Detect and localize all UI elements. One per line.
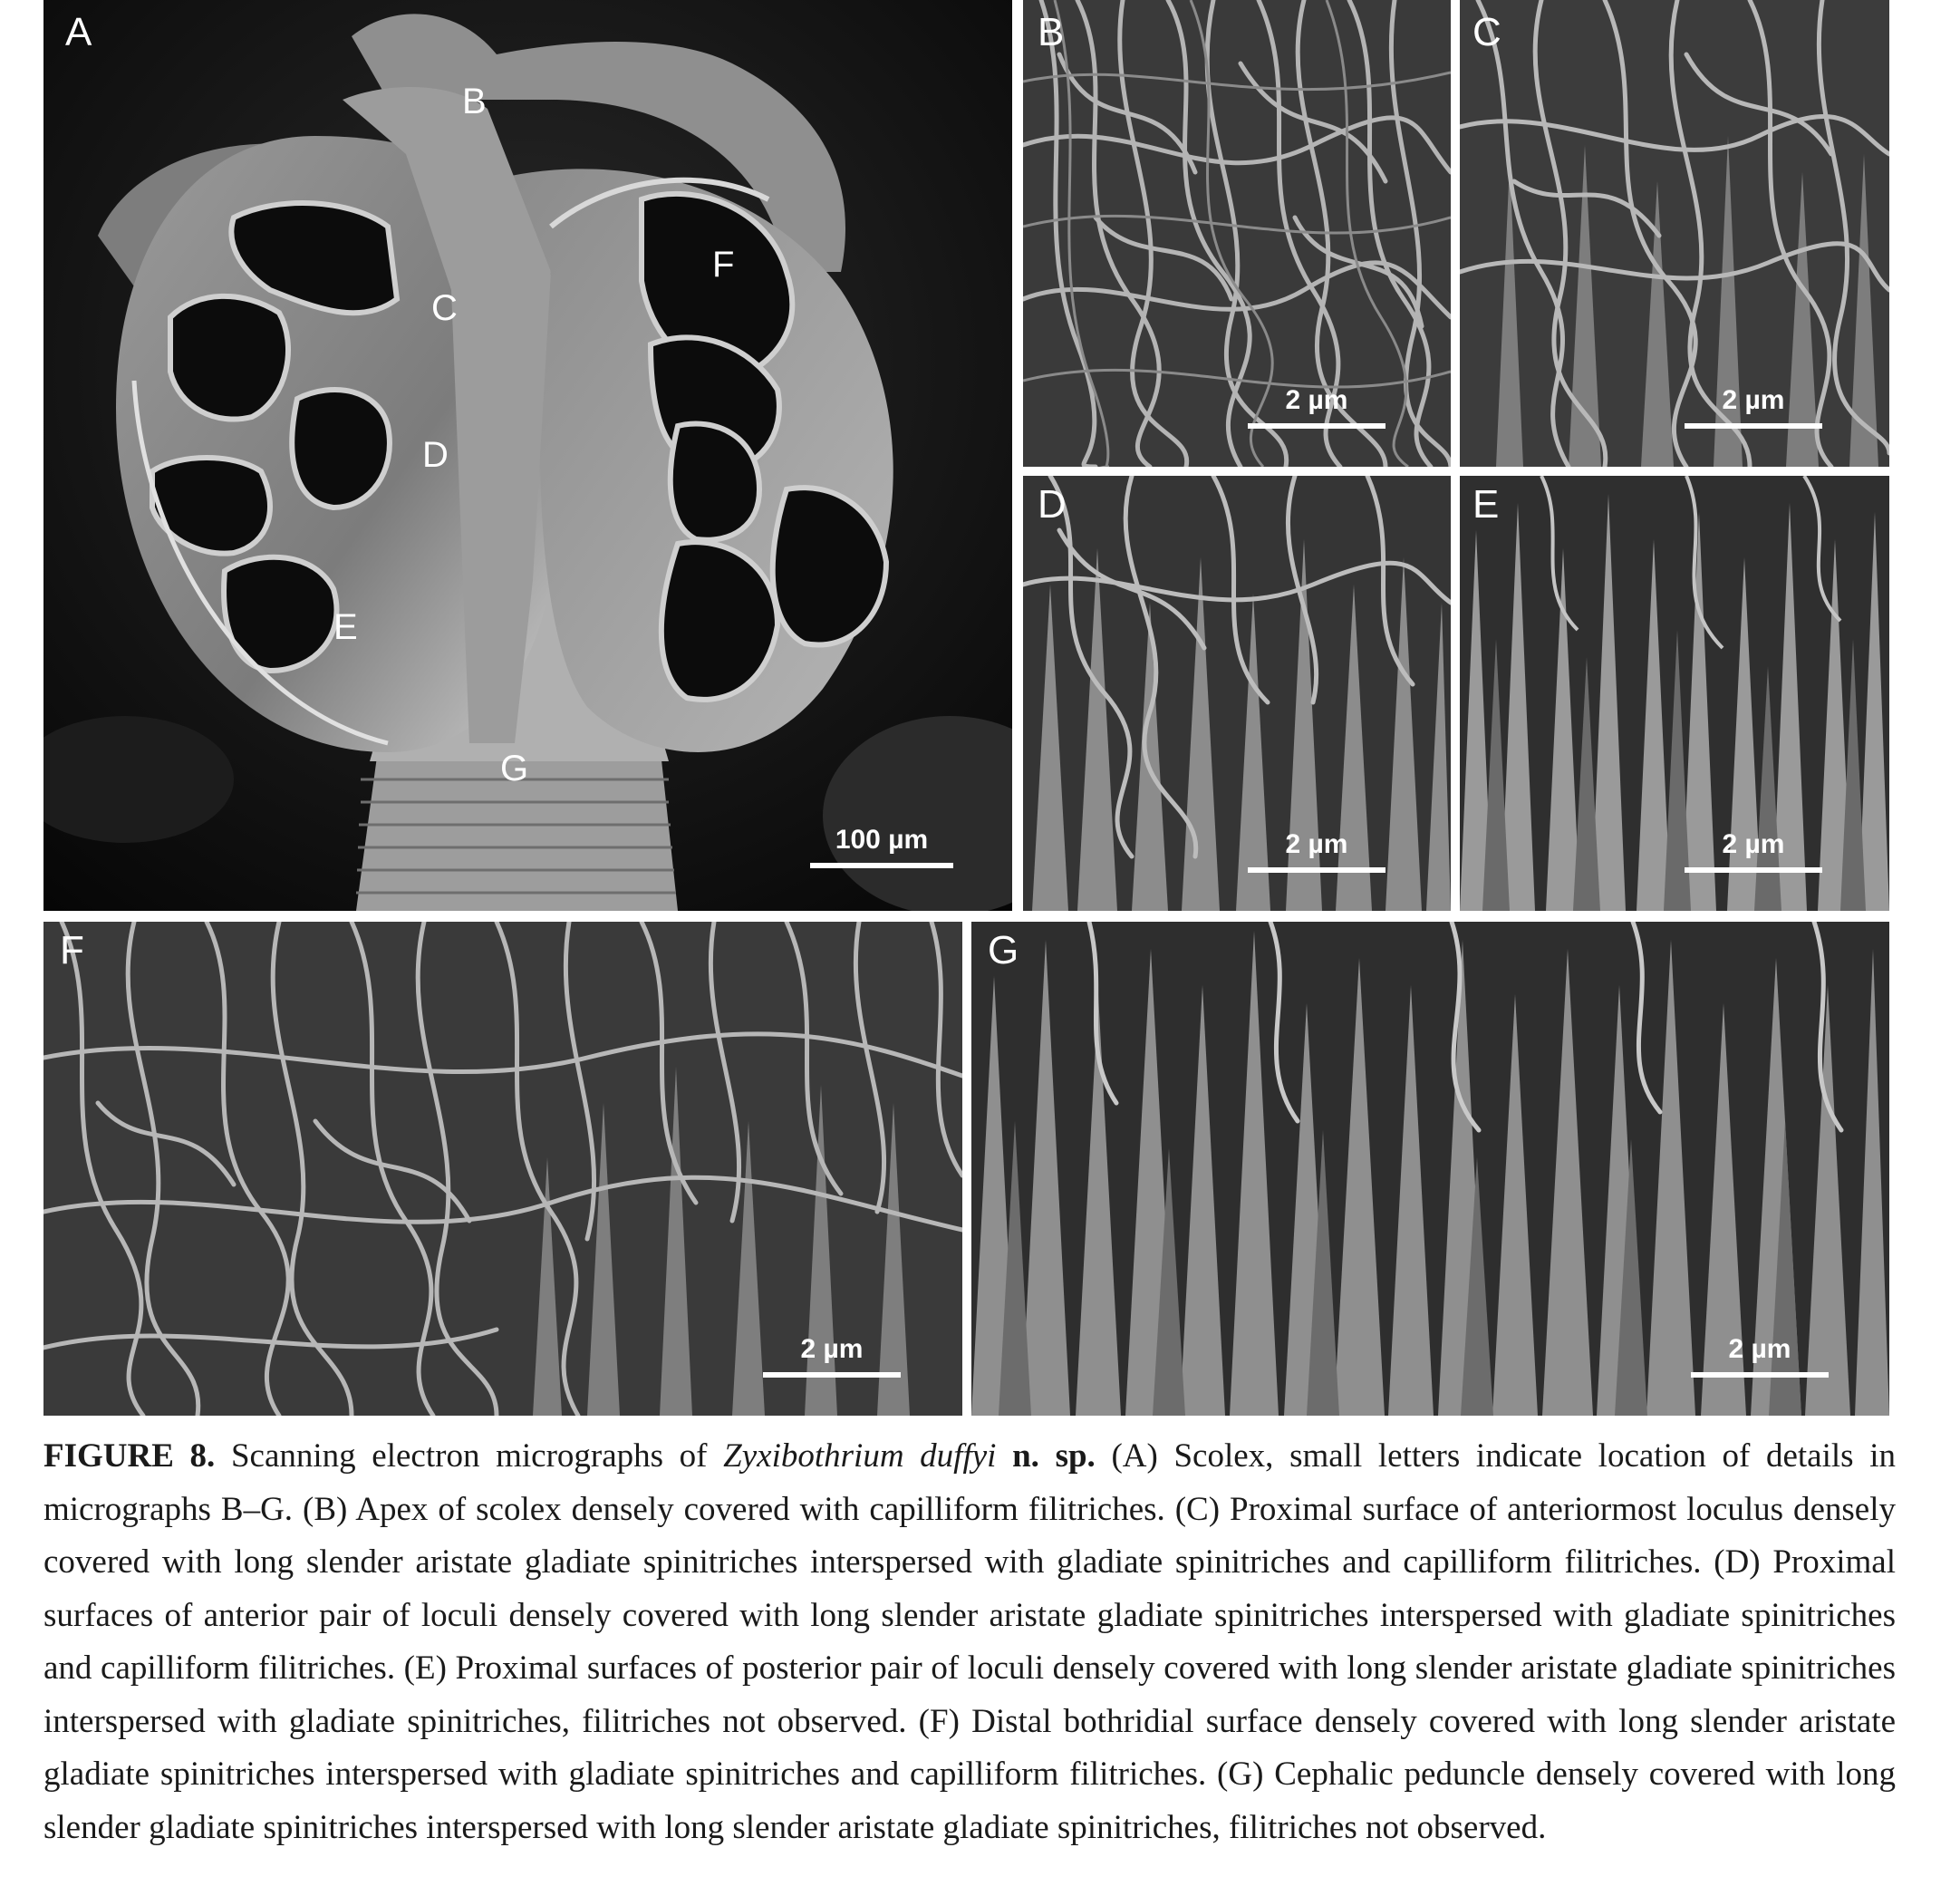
location-label-c: C [431,288,458,328]
panel-f [43,922,962,1416]
species-name: Zyxibothrium duffyi [723,1437,997,1475]
panel-letter: A [65,10,92,54]
scale-bar-line [1685,867,1822,873]
location-label-e: E [333,607,358,647]
panel-letter: F [60,928,84,972]
spinitriches-texture [1023,476,1451,911]
location-label-f: F [712,245,735,285]
spinitriches-texture [1460,476,1889,911]
panel-letter: B [1038,10,1065,54]
location-label-g: G [500,749,529,788]
scale-bar-line [1685,423,1822,429]
figure-label: FIGURE 8. [43,1437,216,1475]
scale-bar-line [810,863,953,868]
scale-bar-label: 2 µm [1728,1334,1791,1364]
scale-bar-label: 2 µm [800,1334,864,1364]
figure-caption [43,1430,1896,1854]
scale-bar-label: 100 µm [835,825,929,855]
location-label-d: D [422,435,449,475]
caption-text: (A) Scolex, small letters indicate location of details in micrographs B–G. (B) Apex of scolex densely covered with capilliform filitriches. (C) Proximal surface of anteriormost loculus densely covered with long slender aristate gladiate spinitriches interspersed with gladiate spinitriches and capilliform filitriches. (D) Proximal surfaces of anterior pair of loculi densely covered with long slender aristate gladiate spinitriches interspersed with gladiate spinitriches and capilliform filitriches. (E) Proximal surfaces of posterior pair of loculi densely covered with long slender aristate gladiate spinitriches interspersed with gladiate spinitriches, filitriches not observed. (F) Distal bothridial surface densely covered with long slender aristate gladiate spinitriches interspersed with gladiate spinitriches and capilliform filitriches. (G) Cephalic peduncle densely covered with long slender gladiate spinitriches interspersed with long slender aristate gladiate spinitriches, filitriches not observed. [43,1437,1896,1846]
panel-c [1460,0,1889,467]
new-species-label: n. sp. [1012,1437,1096,1475]
scale-bar [810,825,953,868]
scale-bar [763,1334,901,1378]
filitriches-texture [1023,0,1451,467]
panel-letter: C [1472,10,1501,54]
panel-a [43,0,1012,911]
panel-g [971,922,1889,1416]
panel-d [1023,476,1451,911]
panel-letter: G [988,928,1019,972]
panel-b [1023,0,1451,467]
scale-bar-line [1248,867,1386,873]
scale-bar [1685,829,1822,873]
panel-letter: E [1472,482,1500,527]
scale-bar-label: 2 µm [1722,829,1785,859]
scale-bar-label: 2 µm [1285,829,1348,859]
scale-bar-label: 2 µm [1722,385,1785,415]
caption-text [996,1437,1012,1475]
location-label-b: B [462,82,487,121]
spinitriches-texture [1460,0,1889,467]
scale-bar-line [1691,1372,1829,1378]
panel-e [1460,476,1889,911]
panel-letter: D [1038,482,1067,527]
scale-bar-line [1248,423,1386,429]
scale-bar-line [763,1372,901,1378]
scale-bar [1685,385,1822,429]
scale-bar [1691,1334,1829,1378]
scale-bar-label: 2 µm [1285,385,1348,415]
caption-text: Scanning electron micrographs of [215,1437,724,1475]
scale-bar [1248,385,1386,429]
scale-bar [1248,829,1386,873]
